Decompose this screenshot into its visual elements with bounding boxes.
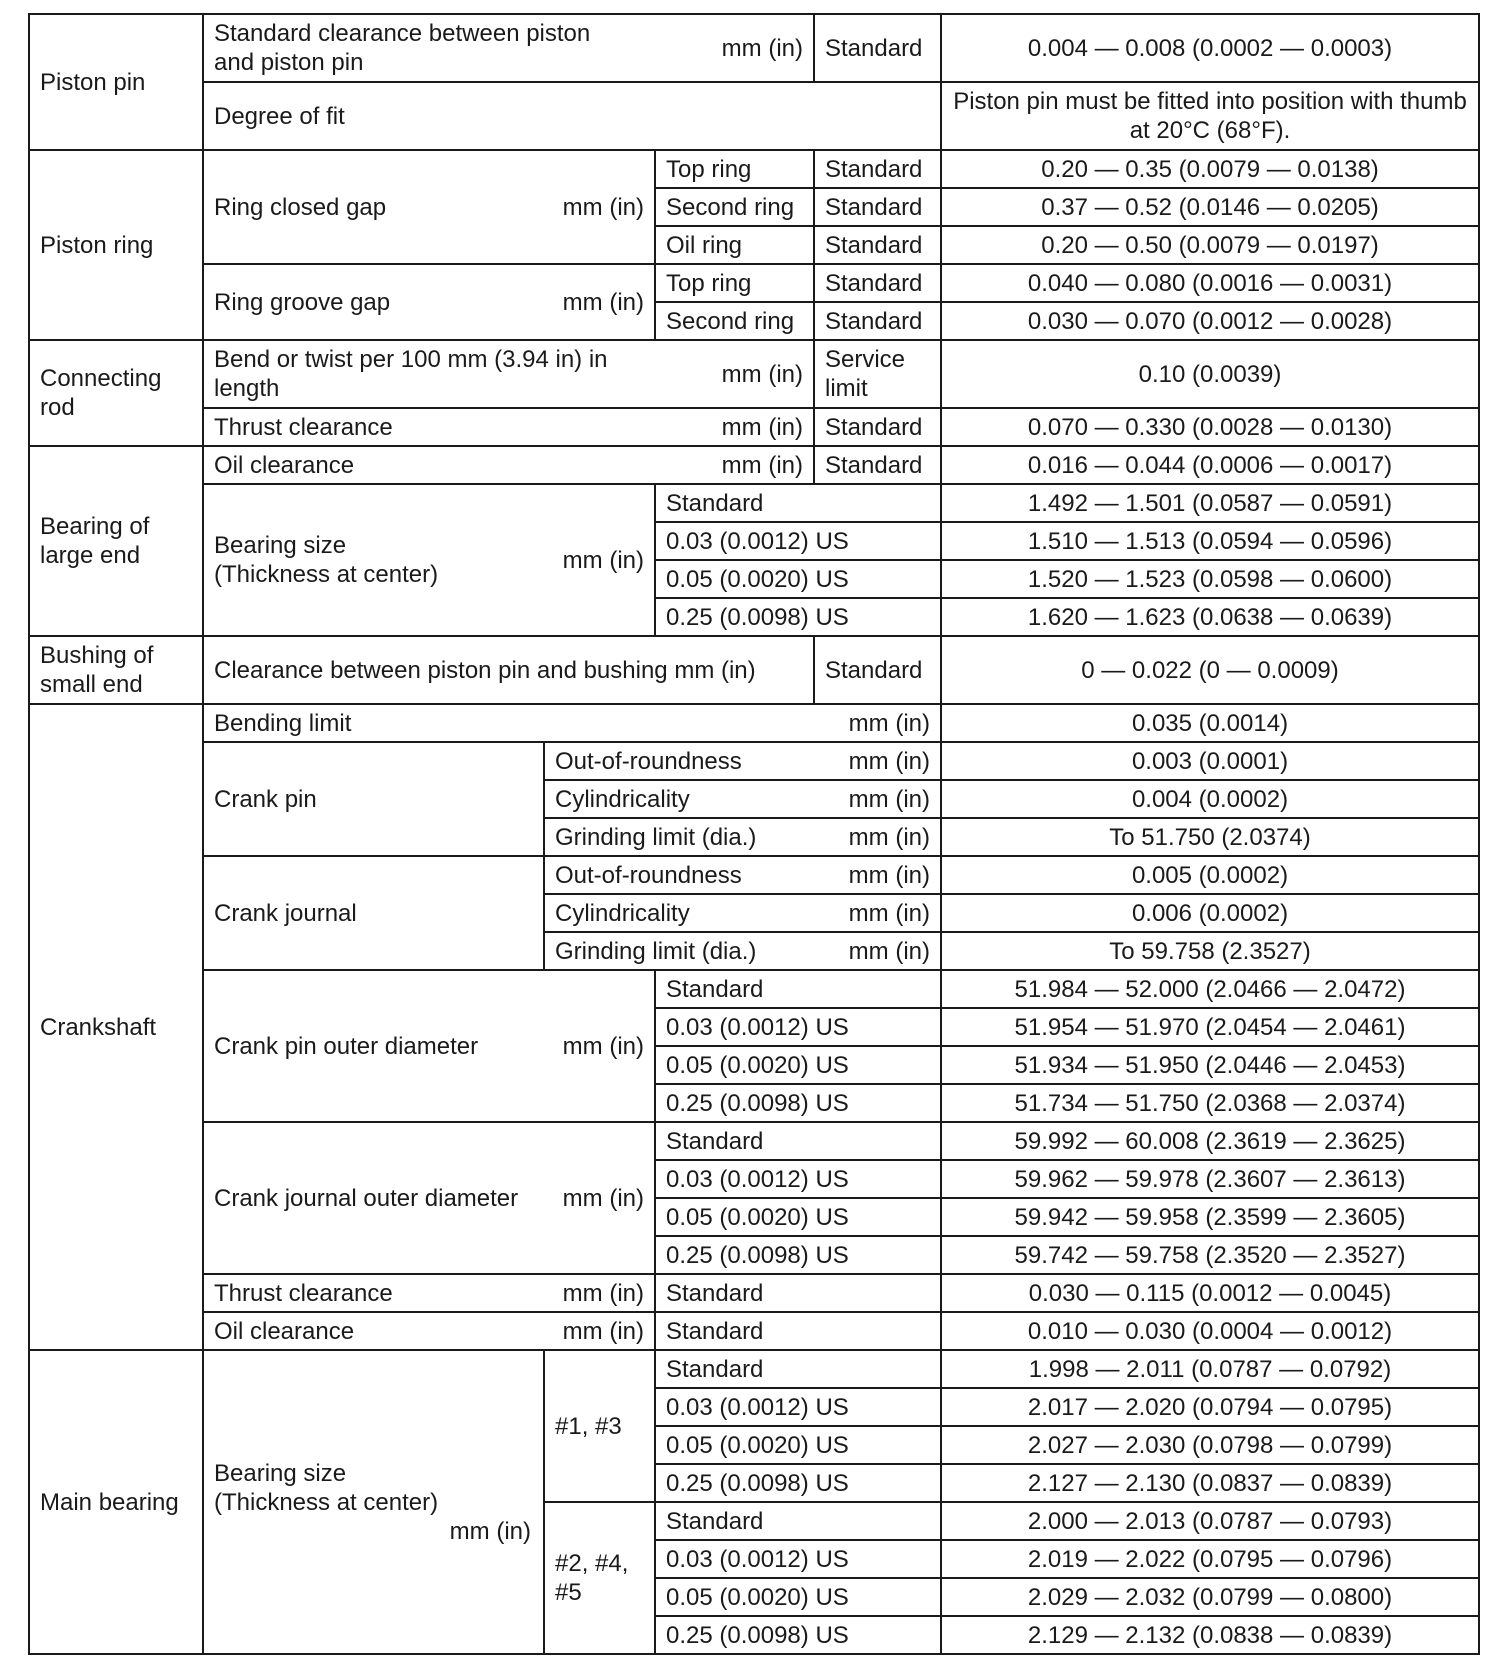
category-large-end-bearing: Bearing of large end	[29, 446, 203, 636]
grade-label: 0.25 (0.0098) US	[655, 1464, 941, 1502]
table-row	[29, 1350, 1479, 1388]
table-row	[29, 1274, 1479, 1312]
prop-cell	[544, 856, 941, 894]
unit-label: mm (in)	[562, 546, 644, 574]
spec-value: 2.129 — 2.132 (0.0838 — 0.0839)	[941, 1616, 1479, 1654]
spec-value: 2.000 — 2.013 (0.0787 — 0.0793)	[941, 1502, 1479, 1540]
spec-type: Standard	[655, 1312, 941, 1350]
ring-label: Top ring	[655, 264, 814, 302]
prop-cell	[544, 932, 941, 970]
category-piston-pin: Piston pin	[29, 14, 203, 150]
spec-type: Standard	[814, 188, 941, 226]
prop-cell	[544, 818, 941, 856]
spec-value: 59.962 — 59.978 (2.3607 — 2.3613)	[941, 1160, 1479, 1198]
grade-label: Standard	[655, 1122, 941, 1160]
ring-label: Oil ring	[655, 226, 814, 264]
grade-label: 0.25 (0.0098) US	[655, 1236, 941, 1274]
spec-type: Standard	[814, 150, 941, 188]
spec-item	[203, 264, 655, 340]
table-row	[29, 446, 1479, 484]
table-row	[29, 636, 1479, 704]
unit-label: mm (in)	[562, 1317, 644, 1345]
spec-value: 1.510 — 1.513 (0.0594 — 0.0596)	[941, 522, 1479, 560]
item-label: Bending limit	[214, 709, 352, 737]
spec-type: Standard	[814, 14, 941, 82]
spec-item: Crank pin	[203, 742, 544, 856]
grade-label: 0.03 (0.0012) US	[655, 1540, 941, 1578]
spec-value: 0.040 — 0.080 (0.0016 — 0.0031)	[941, 264, 1479, 302]
spec-value: 0 — 0.022 (0 — 0.0009)	[941, 636, 1479, 704]
spec-value: 59.742 — 59.758 (2.3520 — 2.3527)	[941, 1236, 1479, 1274]
unit-label: mm (in)	[721, 413, 803, 441]
item-label: Thrust clearance	[214, 1279, 393, 1307]
unit-label: mm (in)	[848, 747, 930, 775]
prop-label: Cylindricality	[555, 785, 690, 813]
grade-label: 0.05 (0.0020) US	[655, 1046, 941, 1084]
spec-value: 0.004 — 0.008 (0.0002 — 0.0003)	[941, 14, 1479, 82]
item-label: Crank pin outer diameter	[214, 1032, 479, 1060]
item-label: Oil clearance	[214, 451, 355, 479]
prop-label: Out-of-roundness	[555, 861, 742, 889]
item-label: Thrust clearance	[214, 413, 393, 441]
unit-label: mm (in)	[721, 451, 803, 479]
item-label-line2: (Thickness at center)	[214, 1488, 439, 1516]
spec-value: 0.20 — 0.50 (0.0079 — 0.0197)	[941, 226, 1479, 264]
grade-label: 0.25 (0.0098) US	[655, 598, 941, 636]
spec-value: 2.027 — 2.030 (0.0798 — 0.0799)	[941, 1426, 1479, 1464]
spec-item	[203, 1312, 655, 1350]
table-row	[29, 1122, 1479, 1160]
table-row	[29, 970, 1479, 1008]
spec-value: 51.934 — 51.950 (2.0446 — 2.0453)	[941, 1046, 1479, 1084]
spec-sheet	[28, 13, 1478, 1655]
spec-value: 0.37 — 0.52 (0.0146 — 0.0205)	[941, 188, 1479, 226]
unit-label: mm (in)	[848, 709, 930, 737]
prop-label: Out-of-roundness	[555, 747, 742, 775]
spec-value: 1.520 — 1.523 (0.0598 — 0.0600)	[941, 560, 1479, 598]
prop-label: Grinding limit (dia.)	[555, 823, 757, 851]
table-row	[29, 340, 1479, 408]
item-label: Standard clearance between piston and piston pin	[214, 20, 591, 76]
unit-label: mm (in)	[848, 899, 930, 927]
item-label	[214, 531, 438, 589]
unit-label: mm (in)	[848, 937, 930, 965]
spec-value: 0.004 (0.0002)	[941, 780, 1479, 818]
category-crankshaft: Crankshaft	[29, 704, 203, 1350]
spec-value: 59.942 — 59.958 (2.3599 — 2.3605)	[941, 1198, 1479, 1236]
prop-cell	[544, 742, 941, 780]
spec-item	[203, 484, 655, 636]
spec-item	[203, 970, 655, 1122]
spec-item	[203, 150, 655, 264]
item-label: Crank journal outer diameter	[214, 1184, 519, 1212]
unit-label: mm (in)	[848, 823, 930, 851]
spec-item: Degree of fit	[203, 82, 941, 150]
spec-item	[203, 14, 814, 82]
unit-label: mm (in)	[562, 1279, 644, 1307]
spec-value: 0.003 (0.0001)	[941, 742, 1479, 780]
unit-label: mm (in)	[449, 1517, 531, 1545]
spec-type: Service limit	[814, 340, 941, 408]
spec-item	[203, 408, 814, 446]
unit-label: mm (in)	[721, 360, 803, 388]
spec-value: 2.017 — 2.020 (0.0794 — 0.0795)	[941, 1388, 1479, 1426]
item-label: Bend or twist per 100 mm (3.94 in) in length	[214, 346, 608, 402]
spec-value: 0.10 (0.0039)	[941, 340, 1479, 408]
spec-type: Standard	[814, 302, 941, 340]
grade-label: Standard	[655, 1350, 941, 1388]
spec-value: 0.030 — 0.070 (0.0012 — 0.0028)	[941, 302, 1479, 340]
spec-value: 59.992 — 60.008 (2.3619 — 2.3625)	[941, 1122, 1479, 1160]
unit-label: mm (in)	[562, 1184, 644, 1212]
spec-value: To 51.750 (2.0374)	[941, 818, 1479, 856]
spec-value: 2.127 — 2.130 (0.0837 — 0.0839)	[941, 1464, 1479, 1502]
unit-label: mm (in)	[562, 193, 644, 221]
item-label: Oil clearance	[214, 1317, 355, 1345]
spec-value: 1.998 — 2.011 (0.0787 — 0.0792)	[941, 1350, 1479, 1388]
grade-label: 0.03 (0.0012) US	[655, 1008, 941, 1046]
grade-label: 0.03 (0.0012) US	[655, 1160, 941, 1198]
grade-label: 0.05 (0.0020) US	[655, 1426, 941, 1464]
grade-label: Standard	[655, 970, 941, 1008]
spec-value: 51.734 — 51.750 (2.0368 — 2.0374)	[941, 1084, 1479, 1122]
table-row	[29, 14, 1479, 82]
spec-item	[203, 446, 814, 484]
spec-type: Standard	[814, 226, 941, 264]
spec-value: 0.20 — 0.35 (0.0079 — 0.0138)	[941, 150, 1479, 188]
spec-type: Standard	[814, 408, 941, 446]
spec-type: Standard	[814, 264, 941, 302]
item-label-line1: Bearing size	[214, 1459, 347, 1487]
prop-cell	[544, 780, 941, 818]
item-label: Ring groove gap	[214, 288, 391, 316]
grade-label: 0.25 (0.0098) US	[655, 1084, 941, 1122]
item-label	[214, 1459, 533, 1546]
category-small-end-bushing: Bushing of small end	[29, 636, 203, 704]
grade-label: 0.05 (0.0020) US	[655, 1198, 941, 1236]
table-row	[29, 1312, 1479, 1350]
prop-cell	[544, 894, 941, 932]
grade-label: 0.25 (0.0098) US	[655, 1616, 941, 1654]
spec-item	[203, 704, 941, 742]
spec-item	[203, 340, 814, 408]
spec-item	[203, 1122, 655, 1274]
category-connecting-rod: Connecting rod	[29, 340, 203, 446]
spec-value: 1.620 — 1.623 (0.0638 — 0.0639)	[941, 598, 1479, 636]
spec-value: 0.006 (0.0002)	[941, 894, 1479, 932]
table-row	[29, 408, 1479, 446]
item-label-line1: Bearing size	[214, 532, 347, 559]
spec-value: 0.035 (0.0014)	[941, 704, 1479, 742]
table-row	[29, 704, 1479, 742]
category-main-bearing: Main bearing	[29, 1350, 203, 1654]
spec-value: Piston pin must be fitted into position with thumb at 20°C (68°F).	[941, 82, 1479, 150]
spec-item: Crank journal	[203, 856, 544, 970]
spec-value: 0.030 — 0.115 (0.0012 — 0.0045)	[941, 1274, 1479, 1312]
prop-label: Cylindricality	[555, 899, 690, 927]
table-row	[29, 742, 1479, 780]
ring-label: Second ring	[655, 302, 814, 340]
bearing-group-label: #2, #4, #5	[544, 1502, 655, 1654]
table-row	[29, 856, 1479, 894]
spec-value: To 59.758 (2.3527)	[941, 932, 1479, 970]
item-label-line2: (Thickness at center)	[214, 561, 439, 588]
bearing-group-label: #1, #3	[544, 1350, 655, 1502]
spec-type: Standard	[814, 636, 941, 704]
spec-item: Clearance between piston pin and bushing mm (in)	[203, 636, 814, 704]
category-piston-ring: Piston ring	[29, 150, 203, 340]
grade-label: 0.03 (0.0012) US	[655, 1388, 941, 1426]
spec-table	[28, 13, 1480, 1655]
table-row	[29, 264, 1479, 302]
table-row	[29, 484, 1479, 522]
unit-label: mm (in)	[562, 288, 644, 316]
ring-label: Second ring	[655, 188, 814, 226]
prop-label: Grinding limit (dia.)	[555, 937, 757, 965]
spec-value: 0.070 — 0.330 (0.0028 — 0.0130)	[941, 408, 1479, 446]
spec-value: 51.984 — 52.000 (2.0466 — 2.0472)	[941, 970, 1479, 1008]
spec-value: 1.492 — 1.501 (0.0587 — 0.0591)	[941, 484, 1479, 522]
spec-type: Standard	[814, 446, 941, 484]
ring-label: Top ring	[655, 150, 814, 188]
unit-label: mm (in)	[562, 1032, 644, 1060]
table-row	[29, 82, 1479, 150]
spec-type: Standard	[655, 1274, 941, 1312]
item-label: Ring closed gap	[214, 193, 387, 221]
unit-label: mm (in)	[848, 861, 930, 889]
grade-label: 0.03 (0.0012) US	[655, 522, 941, 560]
grade-label: Standard	[655, 1502, 941, 1540]
table-row	[29, 150, 1479, 188]
spec-value: 0.010 — 0.030 (0.0004 — 0.0012)	[941, 1312, 1479, 1350]
spec-value: 0.016 — 0.044 (0.0006 — 0.0017)	[941, 446, 1479, 484]
grade-label: 0.05 (0.0020) US	[655, 560, 941, 598]
grade-label: Standard	[655, 484, 941, 522]
spec-value: 2.019 — 2.022 (0.0795 — 0.0796)	[941, 1540, 1479, 1578]
unit-label: mm (in)	[848, 785, 930, 813]
grade-label: 0.05 (0.0020) US	[655, 1578, 941, 1616]
spec-value: 0.005 (0.0002)	[941, 856, 1479, 894]
spec-item	[203, 1274, 655, 1312]
spec-item	[203, 1350, 544, 1654]
spec-value: 51.954 — 51.970 (2.0454 — 2.0461)	[941, 1008, 1479, 1046]
spec-value: 2.029 — 2.032 (0.0799 — 0.0800)	[941, 1578, 1479, 1616]
unit-label: mm (in)	[721, 34, 803, 62]
